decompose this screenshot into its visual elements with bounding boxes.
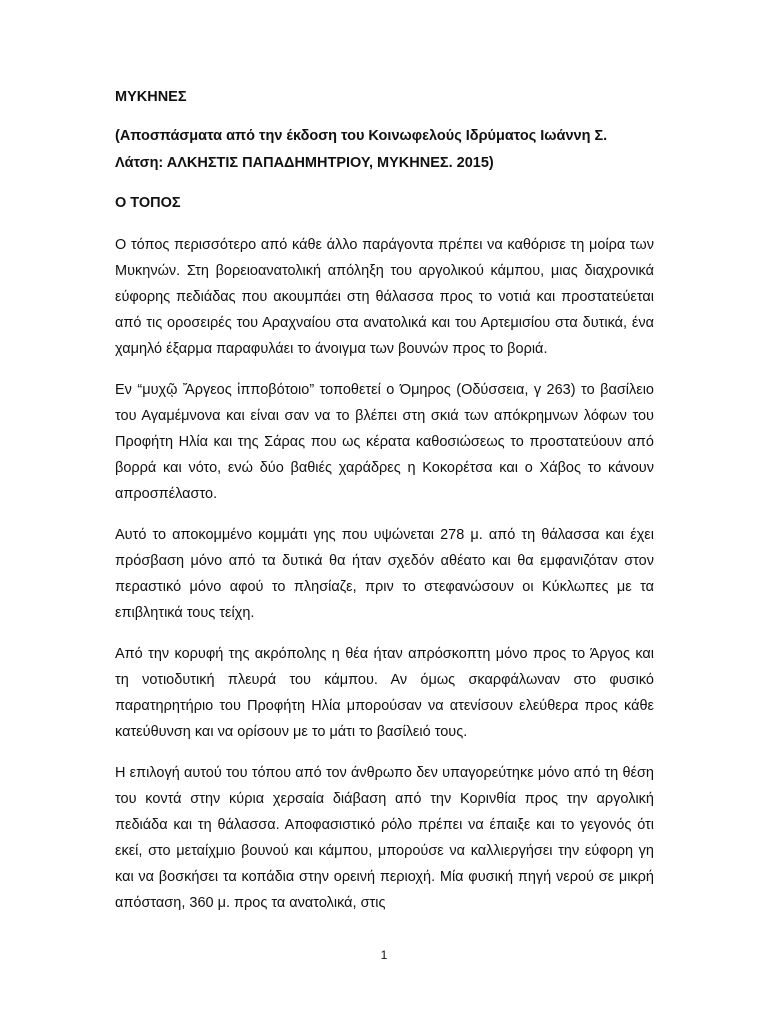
document-title: ΜΥΚΗΝΕΣ: [115, 89, 187, 105]
paragraph-2: Εν “μυχῷ Ἄργεος ἱπποβότοιο” τοποθετεί ο Όμηρος (Οδύσσεια, γ 263) το βασίλειο του Αγαμέμνονα και είναι σαν να το βλέπει στη σκιά των απόκρημνων λόφων του Προφήτη Ηλία και της Σάρας που ως κέρατα καθοσιώσεως το προστατεύουν από βορρά και νότο, ενώ δύο βαθιές χαράδρες η Κοκορέτσα και ο Χάβος το κάνουν απροσπέλαστο.: [115, 382, 654, 502]
paragraph-4: Από την κορυφή της ακρόπολης η θέα ήταν απρόσκοπτη μόνο προς το Άργος και τη νοτιοδυτική πλευρά του κάμπου. Αν όμως σκαρφάλωναν στο φυσικό παρατηρητήριο του Προφήτη Ηλία μπορούσαν να ατενίσουν ελεύθερα προς κάθε κατεύθυνση και να ορίσουν με το μάτι το βασίλειό τους.: [115, 646, 654, 740]
document-subtitle: (Αποσπάσματα από την έκδοση του Κοινωφελούς Ιδρύματος Ιωάννη Σ. Λάτση: ΑΛΚΗΣΤΙΣ ΠΑΠΑΔΗΜΗΤΡΙΟΥ, ΜΥΚΗΝΕΣ. 2015): [115, 128, 608, 171]
section-heading: Ο ΤΟΠΟΣ: [115, 195, 181, 211]
document-page: [115, 86, 654, 931]
page-number: 1: [380, 948, 388, 962]
paragraph-3: Αυτό το αποκομμένο κομμάτι γης που υψώνεται 278 μ. από τη θάλασσα και έχει πρόσβαση μόνο από τα δυτικά θα ήταν σχεδόν αθέατο και θα εμφανιζόταν στον περαστικό μόνο αφού το πλησίαζε, πριν το στεφανώσουν οι Κύκλωπες με τα επιβλητικά τους τείχη.: [115, 527, 654, 621]
paragraph-1: Ο τόπος περισσότερο από κάθε άλλο παράγοντα πρέπει να καθόρισε τη μοίρα των Μυκηνών. Στη βορειοανατολική απόληξη του αργολικού κάμπου, μιας διαχρονικά εύφορης πεδιάδας που ακουμπάει στη θάλασσα προς το νοτιά και προστατεύεται από τις οροσειρές του Αραχναίου στα ανατολικά και του Αρτεμισίου στα δυτικά, ένα χαμηλό έξαρμα παραφυλάει το άνοιγμα των βουνών προς το βοριά.: [115, 237, 654, 357]
paragraph-5: Η επιλογή αυτού του τόπου από τον άνθρωπο δεν υπαγορεύτηκε μόνο από τη θέση του κοντά στην κύρια χερσαία διάβαση από την Κορινθία προς την αργολική πεδιάδα και τη θάλασσα. Αποφασιστικό ρόλο πρέπει να έπαιξε και το γεγονός ότι εκεί, στο μεταίχμιο βουνού και κάμπου, μπορούσε να καλλιεργήσει την εύφορη γη και να βοσκήσει τα κοπάδια στην ορεινή περιοχή. Μία φυσική πηγή νερού σε μικρή απόσταση, 360 μ. προς τα ανατολικά, στις: [115, 765, 654, 911]
